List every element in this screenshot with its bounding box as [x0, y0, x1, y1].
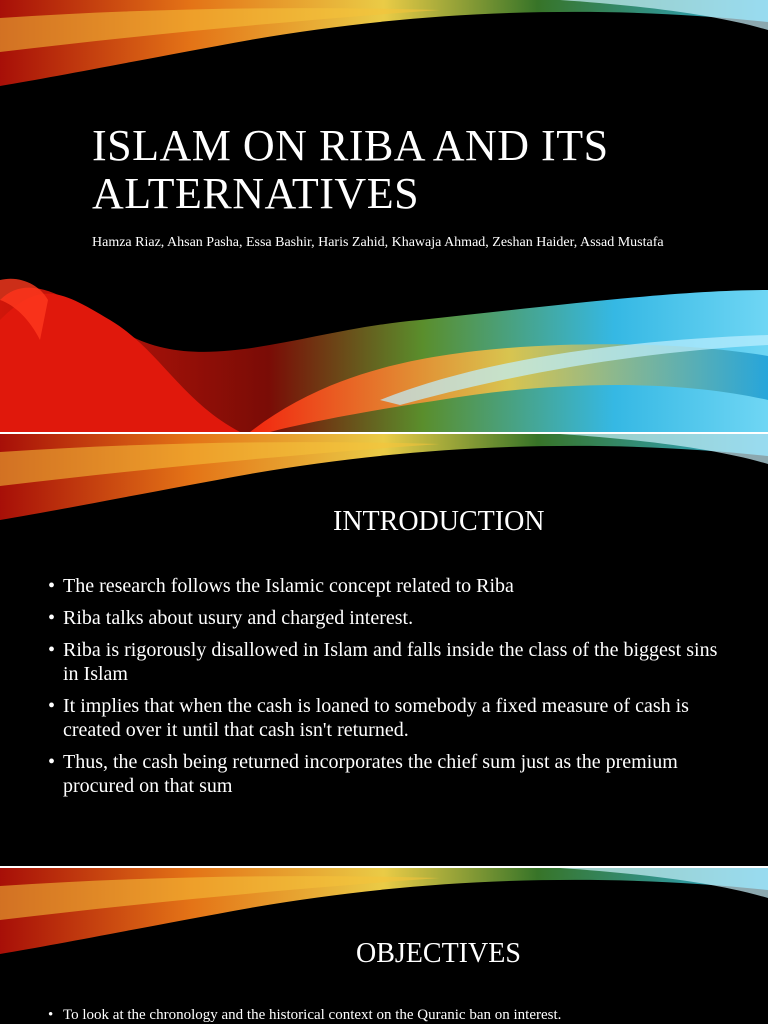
list-item: • Riba is rigorously disallowed in Islam and falls inside the class of the biggest sins in Islam — [48, 638, 718, 686]
presentation-title — [92, 122, 732, 218]
list-item: • The research follows the Islamic concept related to Riba — [48, 574, 718, 598]
introduction-slide — [0, 434, 768, 866]
objectives-slide — [0, 868, 768, 1024]
list-item: • Thus, the cash being returned incorporates the chief sum just as the premium procured on that sum — [48, 750, 718, 798]
list-item: • Riba talks about usury and charged interest. — [48, 606, 718, 630]
author-list: Hamza Riaz, Ahsan Pasha, Essa Bashir, Haris Zahid, Khawaja Ahmad, Zeshan Haider, Assad Mustafa — [92, 235, 664, 250]
bullet-list — [48, 574, 718, 806]
list-item: • It implies that when the cash is loaned to somebody a fixed measure of cash is created over it until that cash isn't returned. — [48, 694, 718, 742]
title-slide — [0, 0, 768, 432]
slide-heading: OBJECTIVES — [356, 938, 521, 969]
list-item: • To look at the chronology and the historical context on the Quranic ban on interest. — [48, 1006, 718, 1024]
title-line-1: ISLAM ON RIBA AND ITS — [92, 121, 609, 170]
title-line-2: ALTERNATIVES — [92, 169, 420, 218]
bullet-list — [48, 1006, 718, 1024]
slide-heading: INTRODUCTION — [333, 506, 545, 537]
